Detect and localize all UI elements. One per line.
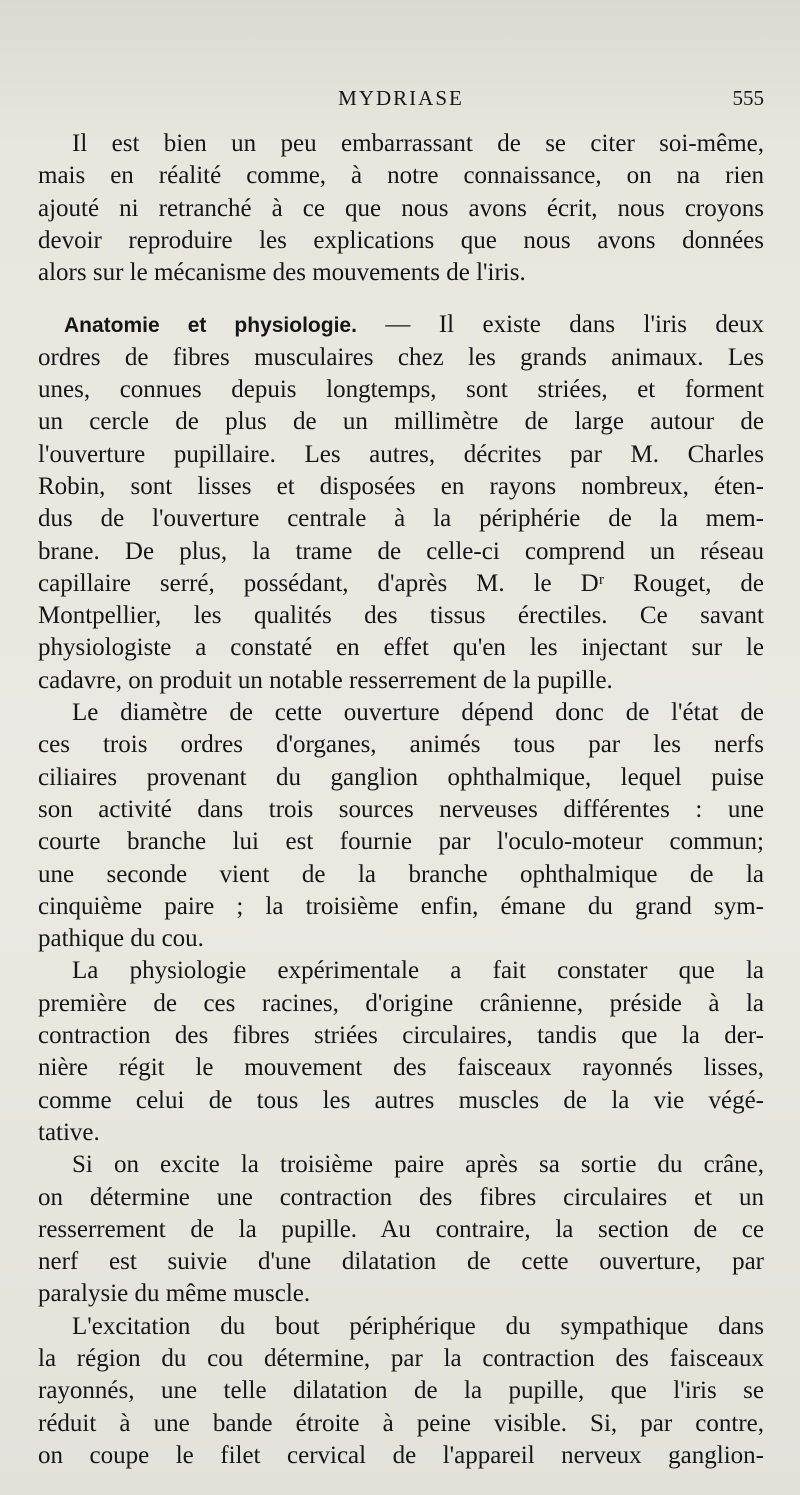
- paragraph: [38, 1311, 764, 1472]
- text-line: cinquième paire ; la troisième enfin, émane du grand sym-: [38, 892, 764, 920]
- text-line: [38, 309, 764, 341]
- text-line: mais en réalité comme, à notre connaissance, on na rien: [38, 162, 764, 190]
- page-number: 555: [732, 86, 764, 110]
- text-line: comme celui de tous les autres muscles de la vie végé-: [38, 1086, 764, 1114]
- paragraph: [38, 309, 764, 697]
- text-line: capillaire serré, possédant, d'après M. le Dʳ Rouget, de: [38, 569, 764, 597]
- text-line: L'excitation du bout périphérique du sympathique dans: [72, 1312, 764, 1340]
- page-header: [38, 86, 764, 118]
- text-line: un cercle de plus de un millimètre de large autour de: [38, 408, 764, 436]
- paragraph: [38, 1149, 764, 1310]
- text-line: rayonnés, une telle dilatation de la pupille, que l'iris se: [38, 1377, 764, 1405]
- running-title: MYDRIASE: [338, 86, 464, 110]
- text-line: courte branche lui est fournie par l'oculo-moteur commun;: [38, 828, 764, 856]
- text-line: alors sur le mécanisme des mouvements de l'iris.: [38, 259, 526, 287]
- text-line: dus de l'ouverture centrale à la périphérie de la mem-: [38, 505, 764, 533]
- text-line: resserrement de la pupille. Au contraire, la section de ce: [38, 1215, 764, 1243]
- text-line: on coupe le filet cervical de l'appareil nerveux ganglion-: [38, 1441, 764, 1469]
- heading-line-text: — Il existe dans l'iris deux: [385, 311, 764, 339]
- text-line: nerf est suivie d'une dilatation de cette ouverture, par: [38, 1248, 764, 1276]
- text-line: réduit à une bande étroite à peine visible. Si, par contre,: [38, 1409, 764, 1437]
- text-line: La physiologie expérimentale a fait constater que la: [72, 957, 764, 985]
- text-line: une seconde vient de la branche ophthalmique de la: [38, 860, 764, 888]
- text-line: paralysie du même muscle.: [38, 1280, 311, 1308]
- text-line: Si on excite la troisième paire après sa sortie du crâne,: [72, 1151, 764, 1179]
- paragraph: [38, 955, 764, 1149]
- body-text: [38, 128, 764, 1472]
- text-line: brane. De plus, la trame de celle-ci comprend un réseau: [38, 537, 764, 565]
- text-line: Robin, sont lisses et disposées en rayons nombreux, éten-: [38, 472, 764, 500]
- text-line: ces trois ordres d'organes, animés tous par les nerfs: [38, 731, 764, 759]
- text-line: unes, connues depuis longtemps, sont striées, et forment: [38, 376, 764, 404]
- text-line: ciliaires provenant du ganglion ophthalmique, lequel puise: [38, 763, 764, 791]
- text-line: la région du cou détermine, par la contraction des faisceaux: [38, 1344, 764, 1372]
- text-line: nière régit le mouvement des faisceaux rayonnés lisses,: [38, 1054, 764, 1082]
- text-line: devoir reproduire les explications que nous avons données: [38, 226, 764, 254]
- text-line: cadavre, on produit un notable resserrement de la pupille.: [38, 666, 613, 694]
- text-line: première de ces racines, d'origine crânienne, préside à la: [38, 989, 764, 1017]
- text-line: ajouté ni retranché à ce que nous avons écrit, nous croyons: [38, 194, 764, 222]
- text-line: son activité dans trois sources nerveuses différentes : une: [38, 795, 764, 823]
- paragraph: [38, 697, 764, 955]
- text-line: on détermine une contraction des fibres circulaires et un: [38, 1183, 764, 1211]
- text-line: pathique du cou.: [38, 925, 204, 953]
- text-line: l'ouverture pupillaire. Les autres, décrites par M. Charles: [38, 440, 764, 468]
- text-line: ordres de fibres musculaires chez les grands animaux. Les: [38, 343, 764, 371]
- section-heading: Anatomie et physiologie.: [64, 314, 357, 338]
- text-line: Il est bien un peu embarrassant de se citer soi-même,: [72, 130, 764, 157]
- text-line: physiologiste a constaté en effet qu'en les injectant sur le: [38, 634, 764, 662]
- text-line: Montpellier, les qualités des tissus érectiles. Ce savant: [38, 602, 764, 630]
- text-line: Le diamètre de cette ouverture dépend donc de l'état de: [72, 699, 764, 727]
- text-line: tative.: [38, 1118, 100, 1146]
- text-line: contraction des fibres striées circulaires, tandis que la der-: [38, 1022, 764, 1050]
- paragraph: [38, 128, 764, 289]
